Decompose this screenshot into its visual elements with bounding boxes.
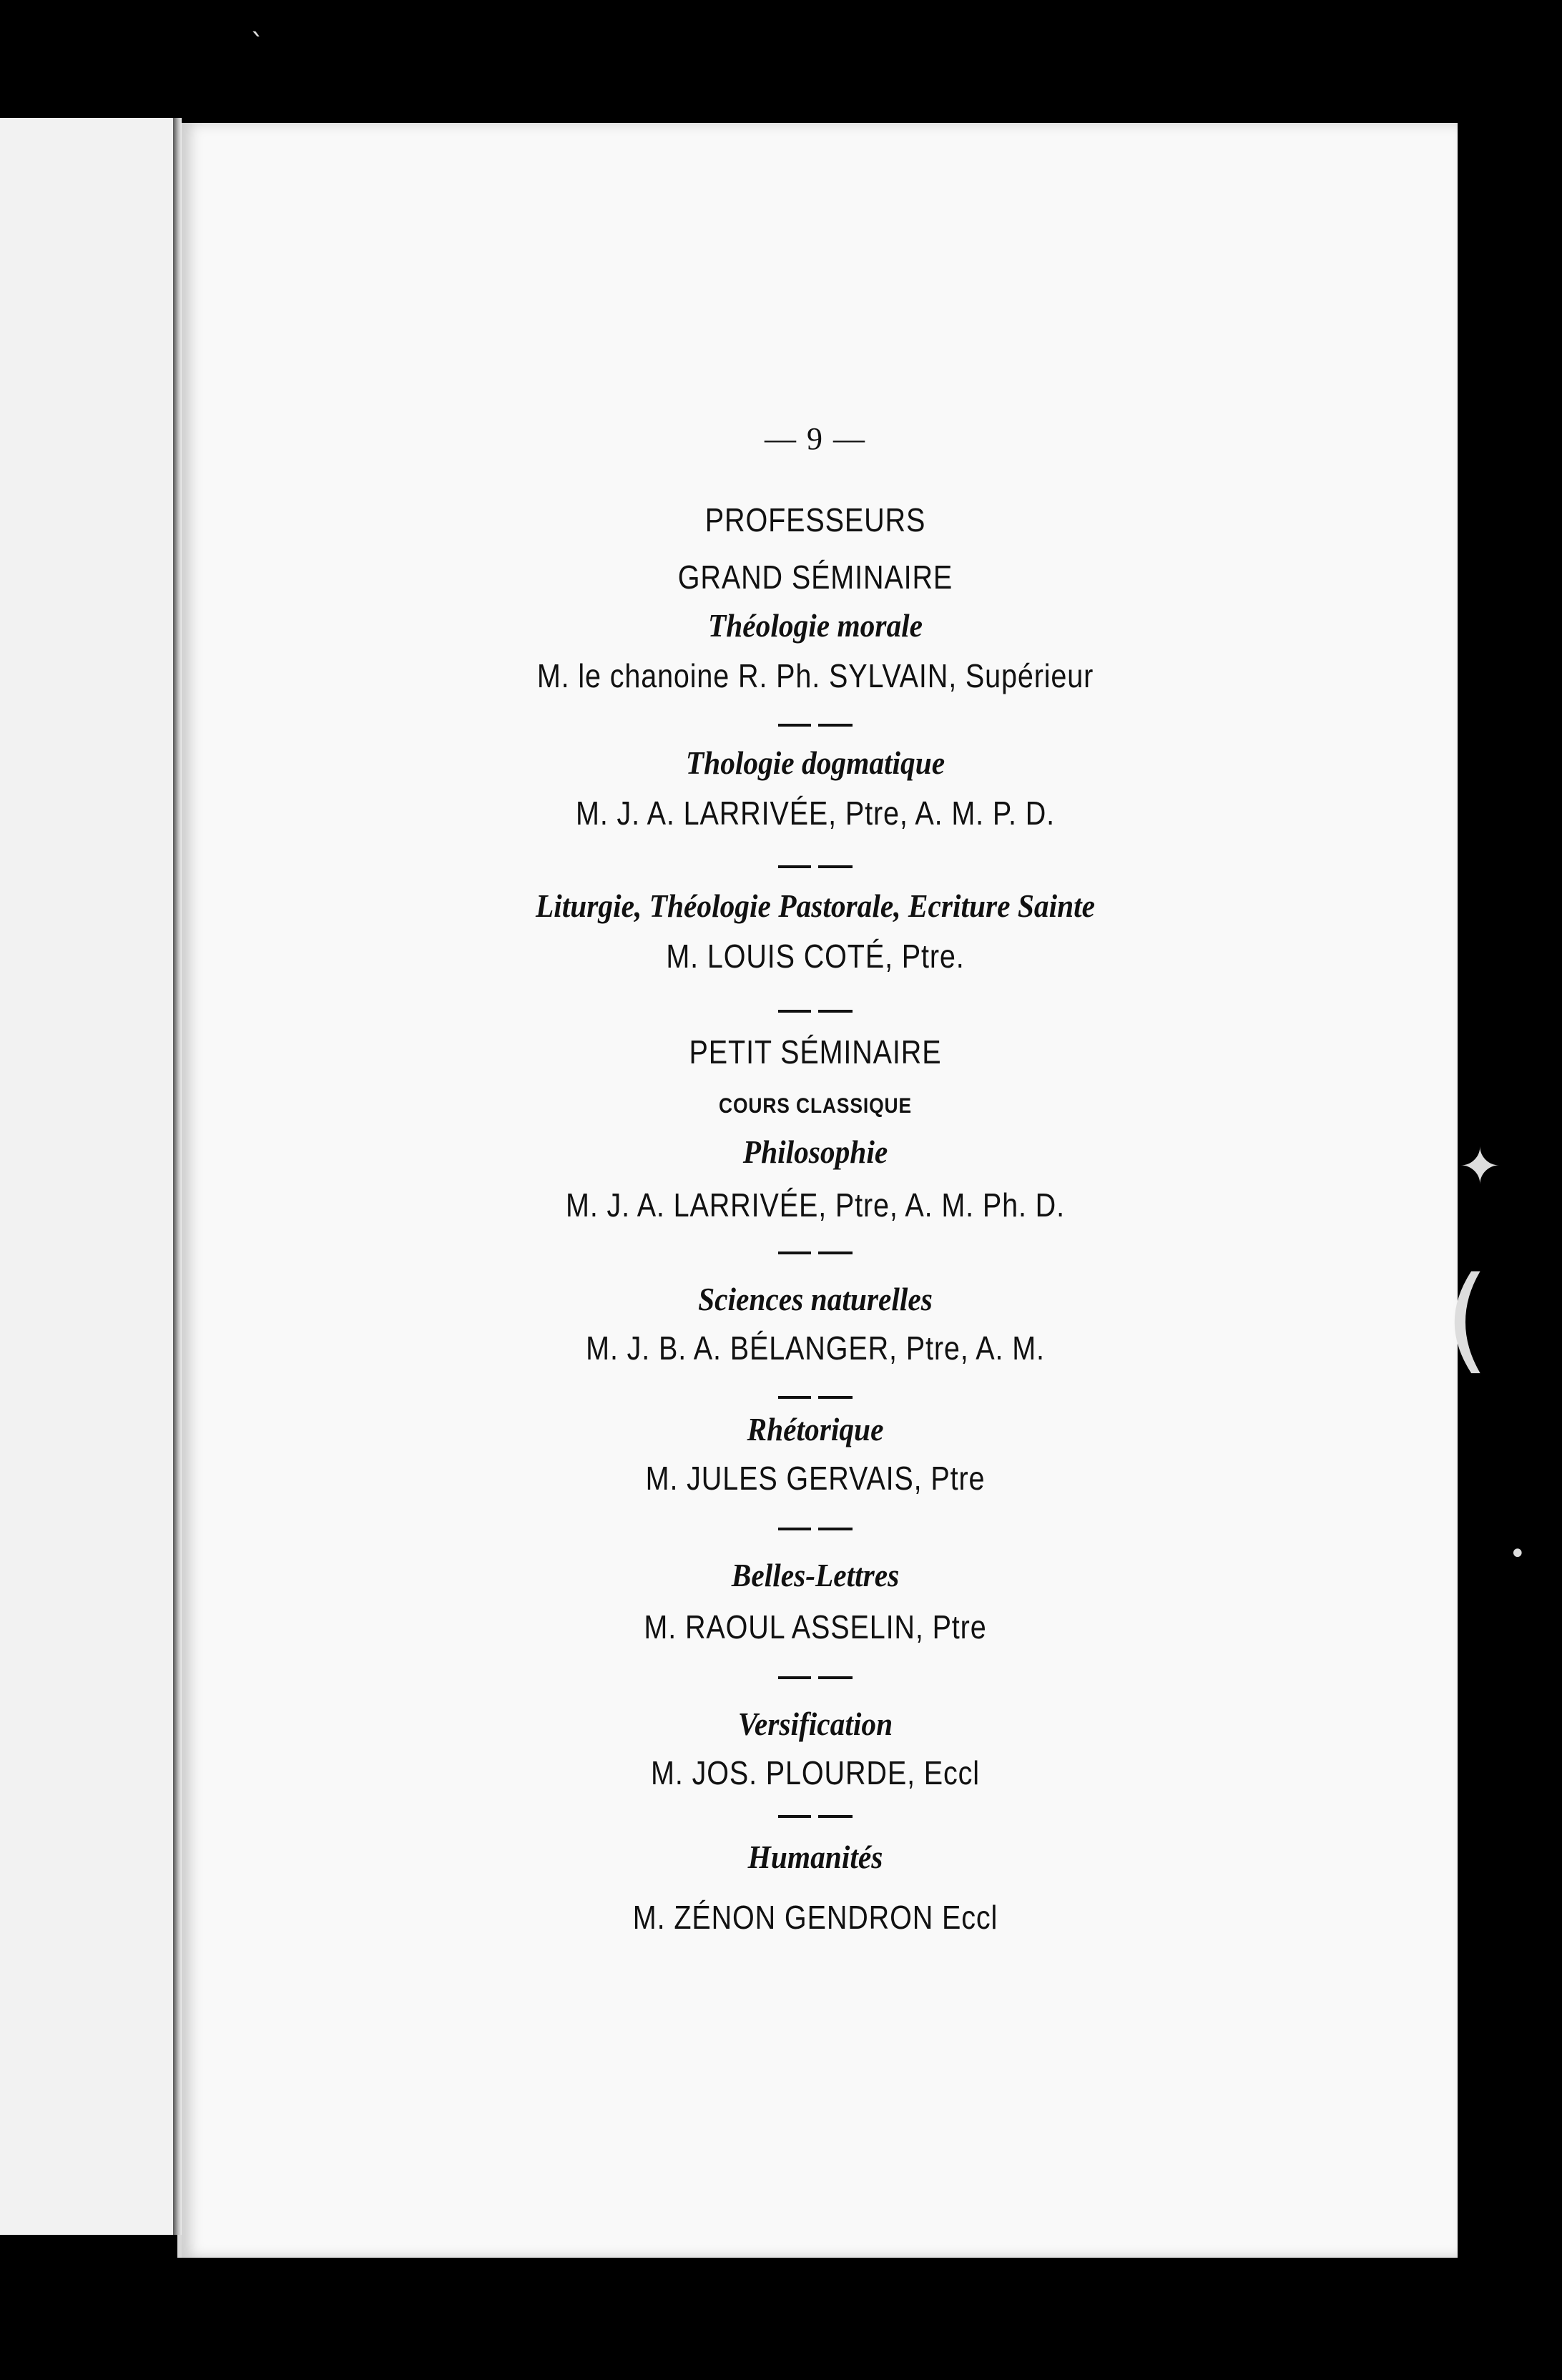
professor-name: M. LOUIS COTÉ, Ptre. — [666, 938, 965, 975]
adjacent-page-edge — [0, 118, 178, 2235]
professor-name: M. JULES GERVAIS, Ptre — [645, 1460, 986, 1497]
separator-rule — [778, 1010, 853, 1013]
subject-belles-lettres: Belles-Lettres — [731, 1557, 900, 1593]
cours-classique-heading: COURS CLASSIQUE — [719, 1094, 912, 1118]
scan-artifact: ( — [1445, 1252, 1490, 1385]
scan-artifact: • — [1509, 1538, 1526, 1570]
professor-name: M. RAOUL ASSELIN, Ptre — [644, 1608, 987, 1646]
subject-theologie-dogmatique: Thologie dogmatique — [685, 744, 945, 781]
professor-name: M. le chanoine R. Ph. SYLVAIN, Supérieur — [536, 657, 1094, 694]
separator-rule — [778, 865, 853, 868]
separator-rule — [778, 1252, 853, 1254]
scan-artifact: ` — [250, 29, 265, 62]
section-title: PROFESSEURS — [704, 501, 926, 539]
separator-rule — [778, 1528, 853, 1530]
subject-rhetorique: Rhétorique — [747, 1411, 884, 1447]
page-number: — 9 — — [765, 421, 866, 456]
grand-seminaire-heading: GRAND SÉMINAIRE — [677, 559, 953, 596]
professor-name: M. J. B. A. BÉLANGER, Ptre, A. M. — [586, 1329, 1045, 1367]
professor-name: M. JOS. PLOURDE, Eccl — [651, 1754, 980, 1791]
separator-rule — [778, 1396, 853, 1399]
separator-rule — [778, 1676, 853, 1679]
subject-liturgie: Liturgie, Théologie Pastorale, Ecriture Sainte — [535, 887, 1096, 924]
petit-seminaire-heading: PETIT SÉMINAIRE — [689, 1033, 942, 1071]
professor-name: M. J. A. LARRIVÉE, Ptre, A. M. Ph. D. — [566, 1186, 1065, 1224]
professor-name: M. ZÉNON GENDRON Eccl — [632, 1899, 998, 1936]
separator-rule — [778, 1815, 853, 1818]
subject-humanites: Humanités — [747, 1839, 883, 1875]
subject-sciences-naturelles: Sciences naturelles — [698, 1281, 933, 1317]
subject-theologie-morale: Théologie morale — [707, 607, 923, 644]
separator-rule — [778, 724, 853, 727]
subject-philosophie: Philosophie — [742, 1134, 888, 1170]
scan-artifact: ✦ — [1459, 1137, 1501, 1196]
subject-versification: Versification — [737, 1706, 893, 1742]
professor-name: M. J. A. LARRIVÉE, Ptre, A. M. P. D. — [576, 795, 1055, 832]
